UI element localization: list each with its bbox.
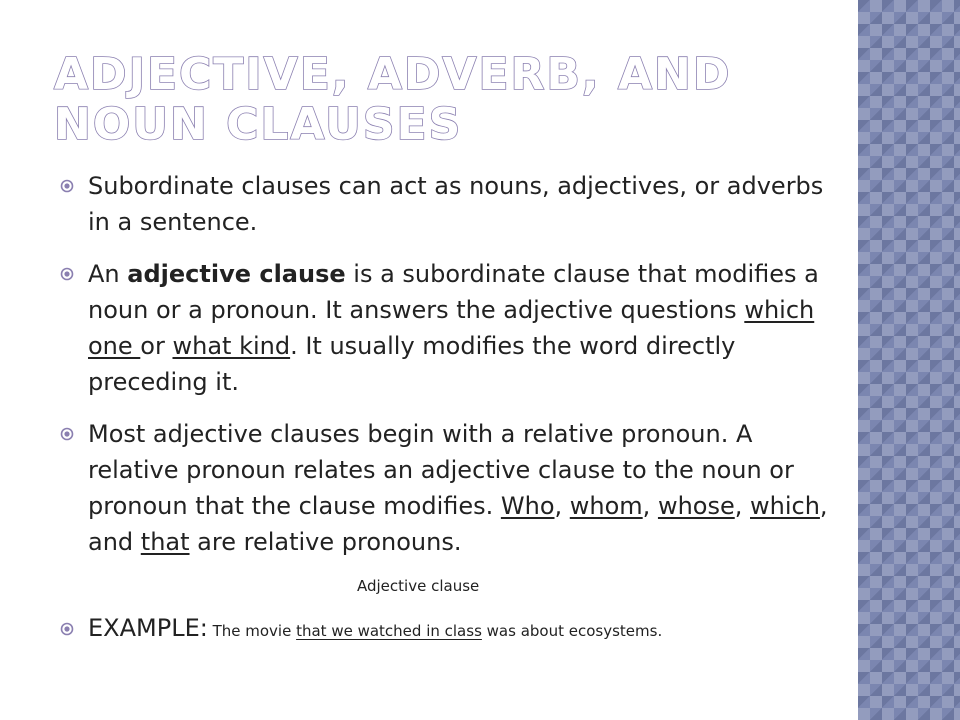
circle-bullet-icon — [60, 179, 74, 193]
bullet-text: is a subordinate clause that modifies a noun or a pronoun. It answers the adjective questions — [88, 260, 819, 324]
bullet-item-3 — [60, 416, 830, 560]
bold-term: adjective clause — [127, 260, 346, 288]
bullet-item-1 — [60, 168, 830, 240]
clause-caption: Adjective clause — [357, 577, 480, 595]
decorative-side-panel — [858, 0, 960, 720]
bullet-text: , — [642, 492, 658, 520]
example-text: The movie — [207, 622, 297, 640]
slide-title: ADJECTIVE, ADVERB, AND NOUN CLAUSES — [54, 49, 732, 150]
bullet-text: are relative pronouns. — [189, 528, 462, 556]
example-text: was about ecosystems. — [481, 622, 663, 640]
bullet-text: An — [88, 260, 128, 288]
bullet-text: , — [734, 492, 750, 520]
bullet-text: . It usually modifies the word directly preceding it. — [88, 332, 736, 396]
underlined-term: that — [140, 528, 190, 556]
underlined-term: what kind — [172, 332, 291, 360]
underlined-term: whom — [569, 492, 643, 520]
bullet-text: Subordinate clauses can act as nouns, adjectives, or adverbs in a sentence. — [88, 172, 824, 236]
circle-bullet-icon — [60, 427, 74, 441]
bullet-text: Most adjective clauses begin with a relative pronoun. A relative pronoun relates an adjective clause to the noun or pronoun that the clause modifies. — [88, 420, 794, 520]
bullet-list — [60, 168, 830, 576]
bullet-text: , and — [88, 492, 828, 556]
underlined-term: Who — [500, 492, 555, 520]
circle-bullet-icon — [60, 267, 74, 281]
underlined-term: whose — [657, 492, 735, 520]
bullet-text: , — [554, 492, 570, 520]
circle-bullet-icon — [60, 622, 74, 636]
underlined-term: which — [750, 492, 820, 520]
example-line — [60, 612, 868, 647]
example-label: EXAMPLE: — [88, 614, 208, 642]
underlined-term: which one — [88, 296, 815, 360]
bullet-item-2 — [60, 256, 830, 400]
example-underlined-clause: that we watched in class — [296, 622, 482, 640]
bullet-text: or — [140, 332, 173, 360]
